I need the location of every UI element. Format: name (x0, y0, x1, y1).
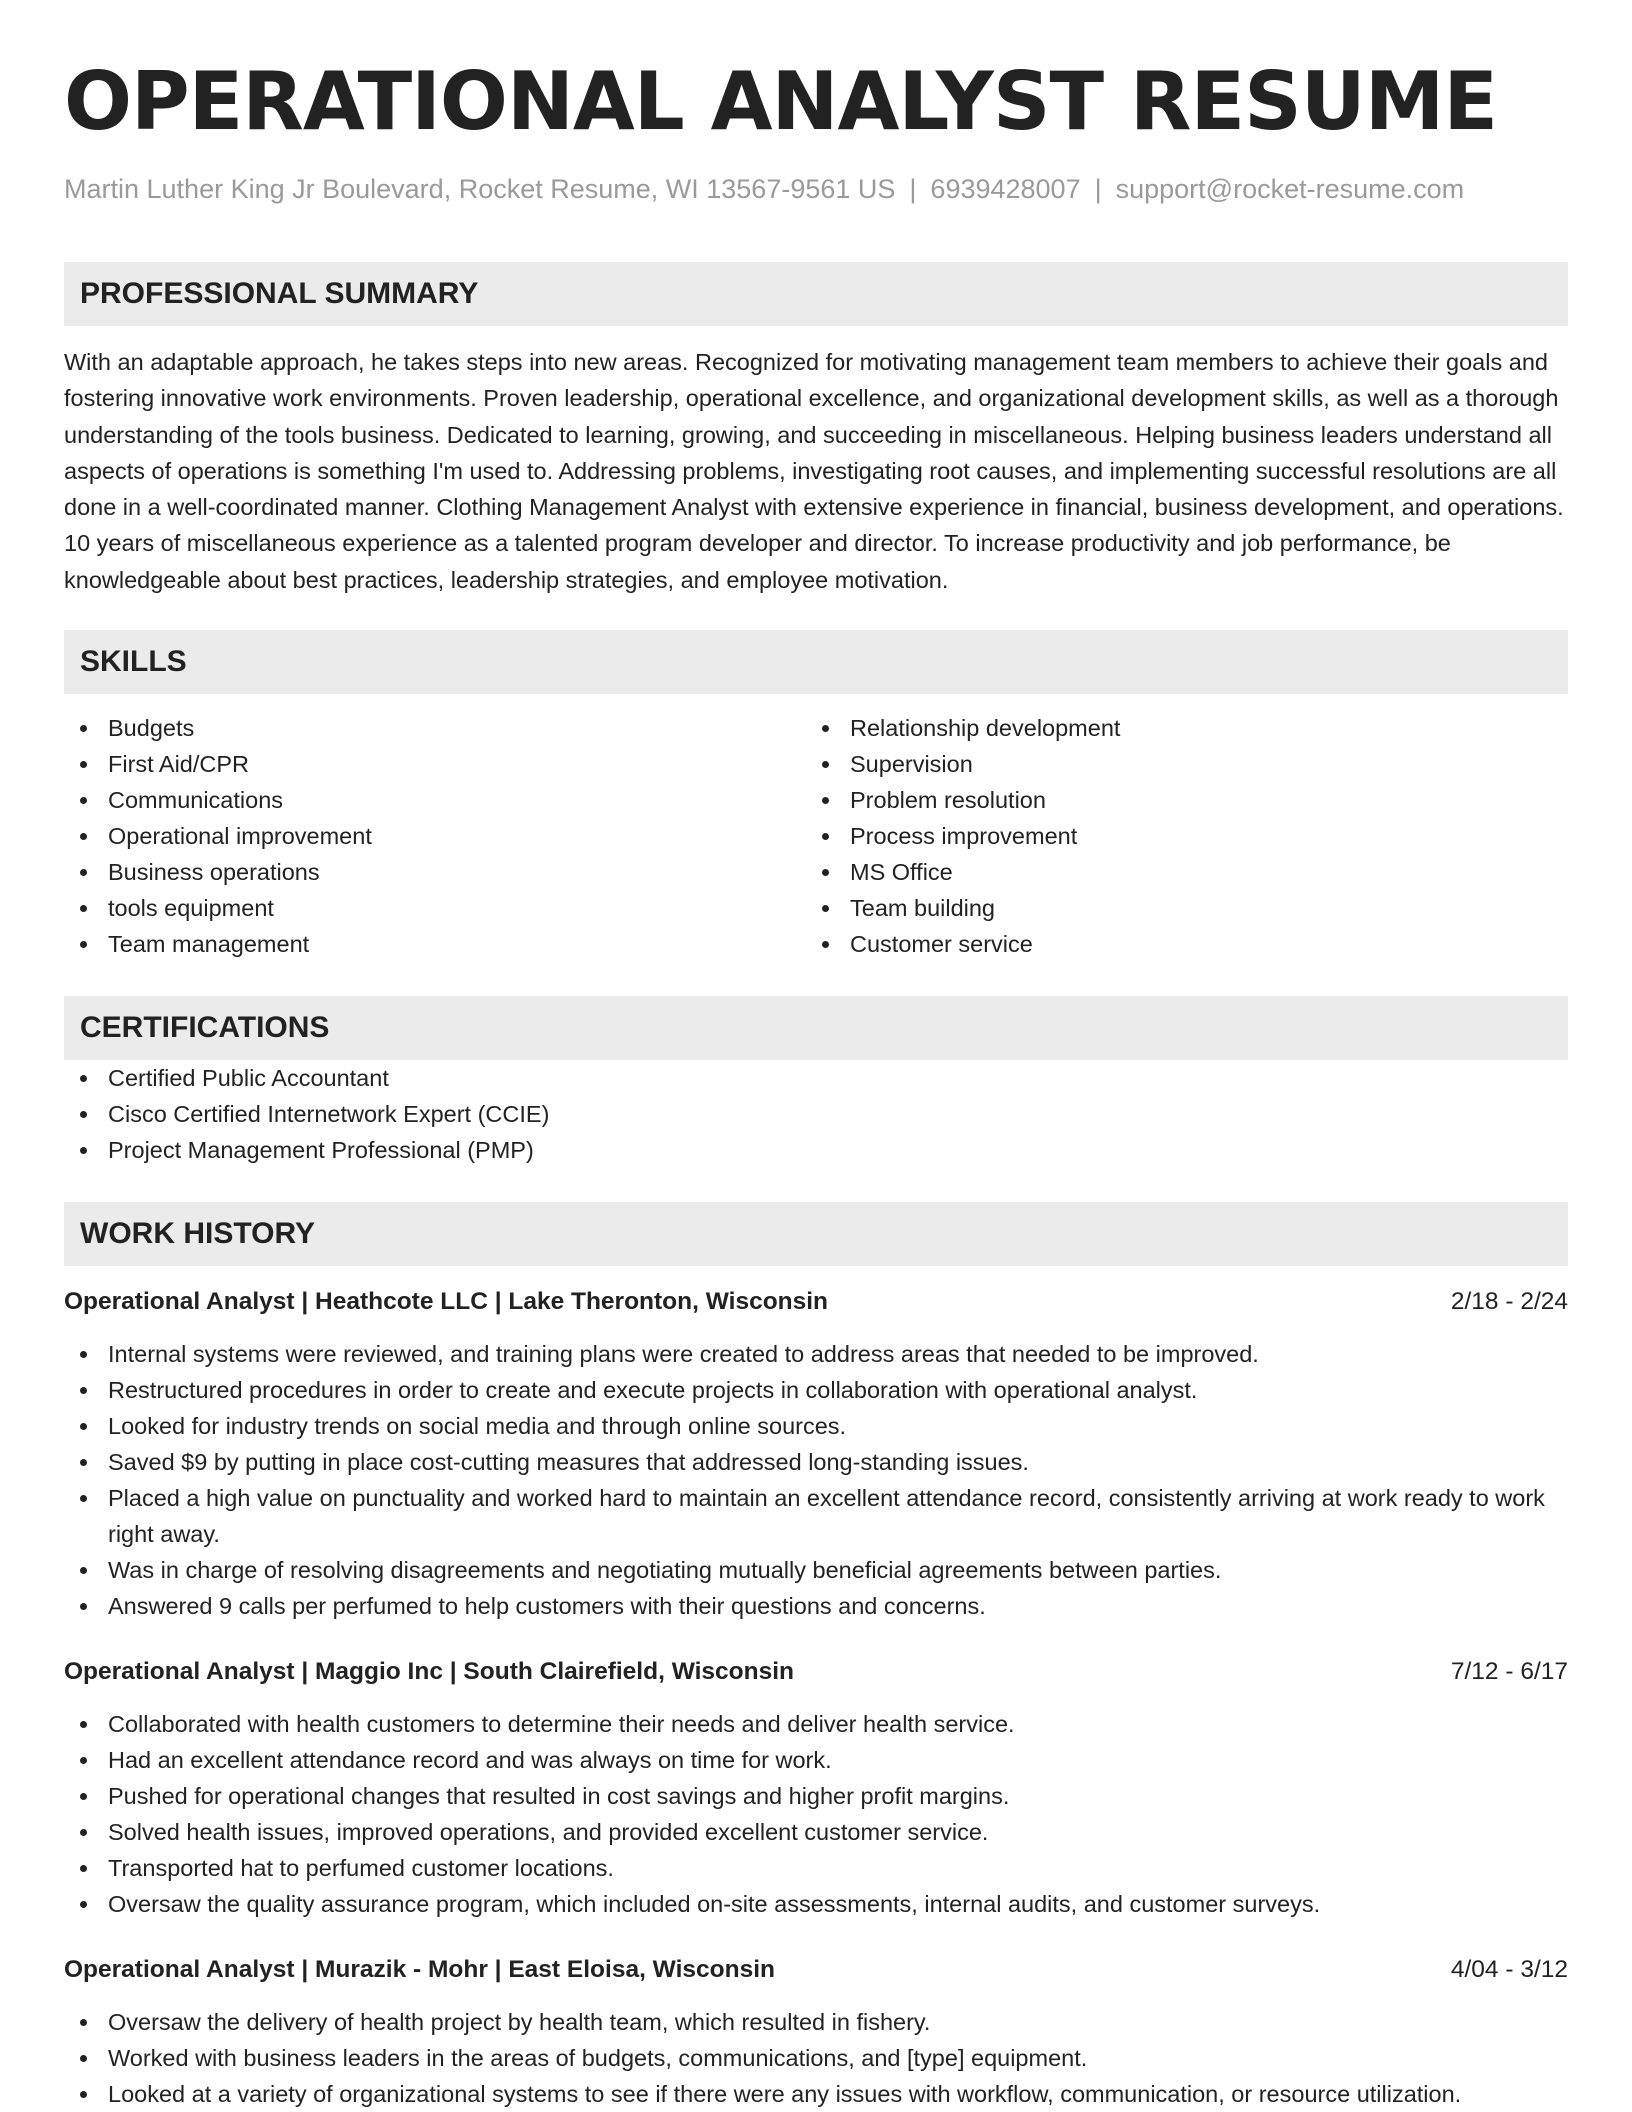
job-bullet: Oversaw the delivery of health project by health team, which resulted in fishery. (64, 2004, 1568, 2040)
job-bullet: Restructured procedures in order to create and execute projects in collaboration with operational analyst. (64, 1372, 1568, 1408)
job-entry (64, 1654, 1568, 1922)
section-header-skills: SKILLS (64, 630, 1568, 694)
job-entry (64, 1952, 1568, 2112)
job-dates: 2/18 - 2/24 (1450, 1288, 1568, 1316)
job-bullet: Answered 9 calls per perfumed to help customers with their questions and concerns. (64, 1588, 1568, 1624)
section-header-work-history: WORK HISTORY (64, 1202, 1568, 1266)
job-header (64, 1284, 1568, 1320)
job-bullet: Collaborated with health customers to determine their needs and deliver health service. (64, 1706, 1568, 1742)
skill-item: Supervision (806, 746, 1548, 782)
job-dates: 7/12 - 6/17 (1450, 1658, 1568, 1686)
job-dates: 4/04 - 3/12 (1450, 1956, 1568, 1984)
job-bullet: Internal systems were reviewed, and training plans were created to address areas that needed to be improved. (64, 1336, 1568, 1372)
skill-item: Budgets (64, 710, 806, 746)
skills-column-left (64, 710, 806, 962)
job-entry (64, 1284, 1568, 1624)
job-bullet: Pushed for operational changes that resulted in cost savings and higher profit margins. (64, 1778, 1568, 1814)
skills-grid (64, 710, 1568, 962)
skill-item: Process improvement (806, 818, 1548, 854)
section-header-certifications: CERTIFICATIONS (64, 996, 1568, 1060)
job-title: Operational Analyst | Murazik - Mohr | East Eloisa, Wisconsin (64, 1956, 775, 1984)
job-bullet: Looked for industry trends on social media and through online sources. (64, 1408, 1568, 1444)
job-title: Operational Analyst | Maggio Inc | South Clairefield, Wisconsin (64, 1658, 794, 1686)
job-bullet: Worked with business leaders in the areas of budgets, communications, and [type] equipment. (64, 2040, 1568, 2076)
skill-item: Communications (64, 782, 806, 818)
skills-column-right (806, 710, 1548, 962)
certifications-list (64, 1060, 1568, 1168)
contact-address: Martin Luther King Jr Boulevard, Rocket Resume, WI 13567-9561 US (64, 174, 896, 204)
certification-item: Project Management Professional (PMP) (64, 1132, 1568, 1168)
job-bullet: Placed a high value on punctuality and worked hard to maintain an excellent attendance record, consistently arriving at work ready to work right away. (64, 1480, 1568, 1552)
job-header (64, 1952, 1568, 1988)
contact-line (64, 172, 1568, 206)
skill-item: tools equipment (64, 890, 806, 926)
skills-list-right (806, 710, 1548, 962)
skill-item: Team management (64, 926, 806, 962)
job-title: Operational Analyst | Heathcote LLC | Lake Theronton, Wisconsin (64, 1288, 829, 1316)
skill-item: MS Office (806, 854, 1548, 890)
job-bullet: Looked at a variety of organizational systems to see if there were any issues with workflow, communication, or resource utilization. (64, 2076, 1568, 2112)
contact-phone: 6939428007 (930, 174, 1081, 204)
contact-separator: | (909, 174, 917, 204)
skill-item: Problem resolution (806, 782, 1548, 818)
resume-page (64, 52, 1568, 2112)
certification-item: Cisco Certified Internetwork Expert (CCIE) (64, 1096, 1568, 1132)
job-header (64, 1654, 1568, 1690)
job-bullet: Solved health issues, improved operations, and provided excellent customer service. (64, 1814, 1568, 1850)
job-bullet: Had an excellent attendance record and was always on time for work. (64, 1742, 1568, 1778)
skills-list-left (64, 710, 806, 962)
job-bullet: Was in charge of resolving disagreements and negotiating mutually beneficial agreements between parties. (64, 1552, 1568, 1588)
section-header-summary: PROFESSIONAL SUMMARY (64, 262, 1568, 326)
certification-item: Certified Public Accountant (64, 1060, 1568, 1096)
skill-item: First Aid/CPR (64, 746, 806, 782)
summary-text: With an adaptable approach, he takes steps into new areas. Recognized for motivating management team members to achieve their goals and fostering innovative work environments. Proven leadership, operational excellence, and organizational development skills, as well as a thorough understanding of the tools business. Dedicated to learning, growing, and succeeding in miscellaneous. Helping business leaders understand all aspects of operations is something I'm used to. Addressing problems, investigating root causes, and implementing successful resolutions are all done in a well-coordinated manner. Clothing Management Analyst with extensive experience in financial, business development, and operations. 10 years of miscellaneous experience as a talented program developer and director. To increase productivity and job performance, be knowledgeable about best practices, leadership strategies, and employee motivation. (64, 349, 1564, 593)
skill-item: Operational improvement (64, 818, 806, 854)
resume-title: OPERATIONAL ANALYST RESUME (64, 55, 1497, 148)
contact-email: support@rocket-resume.com (1115, 174, 1465, 204)
skill-item: Customer service (806, 926, 1548, 962)
job-bullets (64, 2004, 1568, 2112)
job-bullets (64, 1336, 1568, 1624)
contact-separator: | (1094, 174, 1102, 204)
skill-item: Team building (806, 890, 1548, 926)
job-bullets (64, 1706, 1568, 1922)
job-bullet: Oversaw the quality assurance program, which included on-site assessments, internal audits, and customer surveys. (64, 1886, 1568, 1922)
skill-item: Business operations (64, 854, 806, 890)
job-bullet: Transported hat to perfumed customer locations. (64, 1850, 1568, 1886)
job-bullet: Saved $9 by putting in place cost-cutting measures that addressed long-standing issues. (64, 1444, 1568, 1480)
skill-item: Relationship development (806, 710, 1548, 746)
